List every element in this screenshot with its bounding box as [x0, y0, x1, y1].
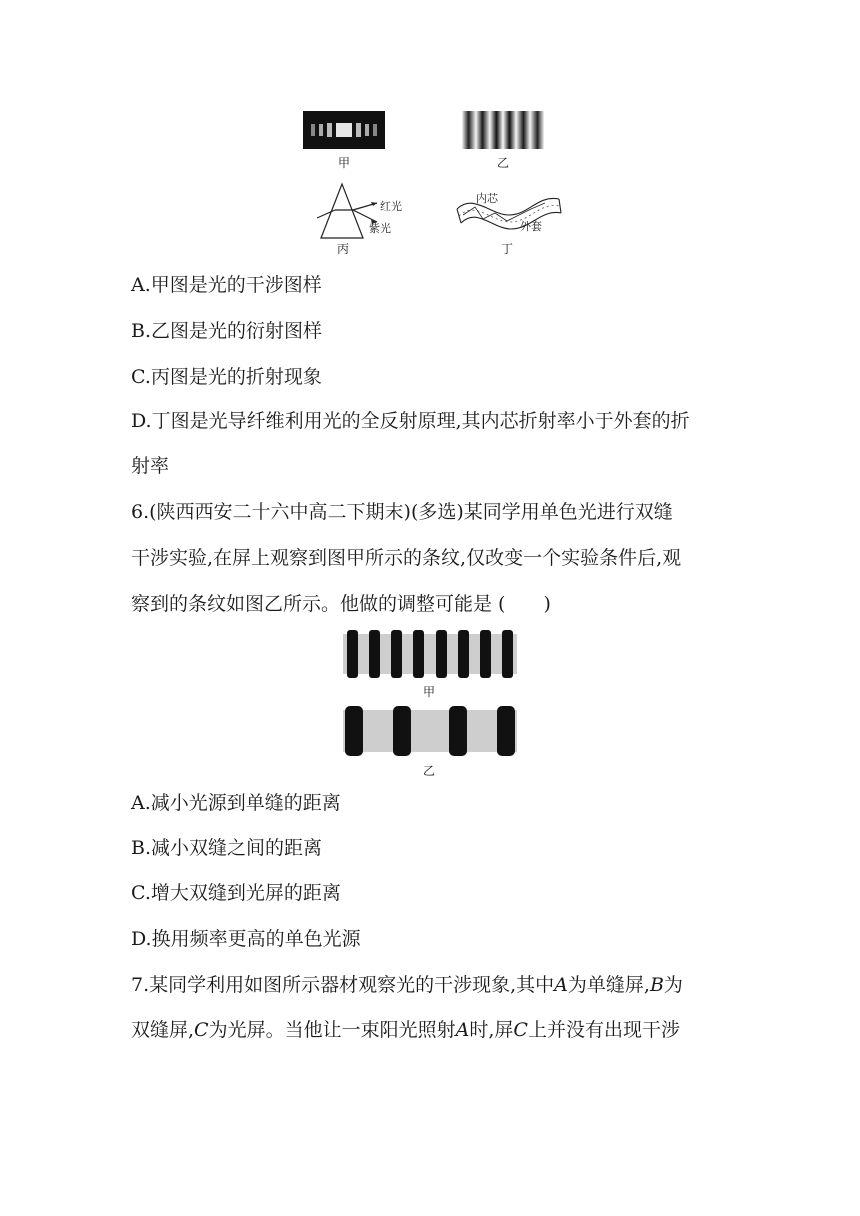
- figure-jia-pattern: [303, 111, 385, 149]
- q6-figure-yi-caption: 乙: [423, 764, 436, 778]
- q6-figure-yi-fringes: [343, 704, 517, 758]
- q6-stem-line3: 察到的条纹如图乙所示。他做的调整可能是 ( ): [131, 593, 551, 615]
- q7-stem-line2: [131, 1018, 680, 1042]
- figure-bing-caption: 丙: [337, 242, 350, 256]
- q6-figure-jia-caption: 甲: [423, 685, 436, 699]
- q7-text-1b: 为单缝屏,: [567, 974, 650, 996]
- figure-bing-red-label: 红光: [380, 200, 402, 213]
- q7-var-a: A: [554, 974, 568, 996]
- figure-ding-caption: 丁: [501, 242, 514, 256]
- q6-option-c: C.增大双缝到光屏的距离: [131, 882, 341, 904]
- q7-text-2d: 上并没有出现干涉: [527, 1019, 680, 1041]
- q5-option-a: A.甲图是光的干涉图样: [131, 274, 322, 296]
- figure-yi-caption: 乙: [497, 156, 510, 170]
- q7-text-1c: 为: [663, 974, 683, 996]
- figure-bing-purple-label: 紫光: [369, 222, 391, 235]
- q5-option-c: C.丙图是光的折射现象: [131, 366, 322, 388]
- q7-var-b: B: [649, 974, 664, 996]
- q6-option-b: B.减小双缝之间的距离: [131, 837, 323, 859]
- q5-option-d-line2: 射率: [131, 455, 170, 477]
- q5-option-d-line1: D.丁图是光导纤维利用光的全反射原理,其内芯折射率小于外套的折: [131, 410, 690, 432]
- figure-yi-pattern: [462, 111, 544, 149]
- q7-text-1a: 7.某同学利用如图所示器材观察光的干涉现象,其中: [131, 974, 555, 996]
- q7-text-2a: 双缝屏,: [131, 1019, 195, 1041]
- q7-stem-line1: [131, 973, 683, 997]
- q7-var-c: C: [194, 1019, 209, 1041]
- q7-var-a2: A: [455, 1019, 470, 1041]
- figure-ding-fiber: [453, 185, 568, 237]
- q6-figure-jia-fringes: [343, 628, 517, 680]
- figure-jia-caption: 甲: [338, 156, 351, 170]
- q7-text-2c: 时,屏: [469, 1019, 514, 1041]
- figure-ding-cladding-label: 外套: [520, 220, 542, 233]
- q7-text-2b: 为光屏。当他让一束阳光照射: [208, 1019, 456, 1041]
- q6-stem-line1: 6.(陕西西安二十六中高二下期末)(多选)某同学用单色光进行双缝: [131, 501, 673, 523]
- q7-var-c2: C: [513, 1019, 528, 1041]
- q5-option-b: B.乙图是光的衍射图样: [131, 320, 323, 342]
- q6-stem-line2: 干涉实验,在屏上观察到图甲所示的条纹,仅改变一个实验条件后,观: [131, 547, 682, 569]
- q6-option-a: A.减小光源到单缝的距离: [131, 792, 341, 814]
- figure-ding-core-label: 内芯: [476, 192, 498, 205]
- q6-option-d: D.换用频率更高的单色光源: [131, 928, 361, 950]
